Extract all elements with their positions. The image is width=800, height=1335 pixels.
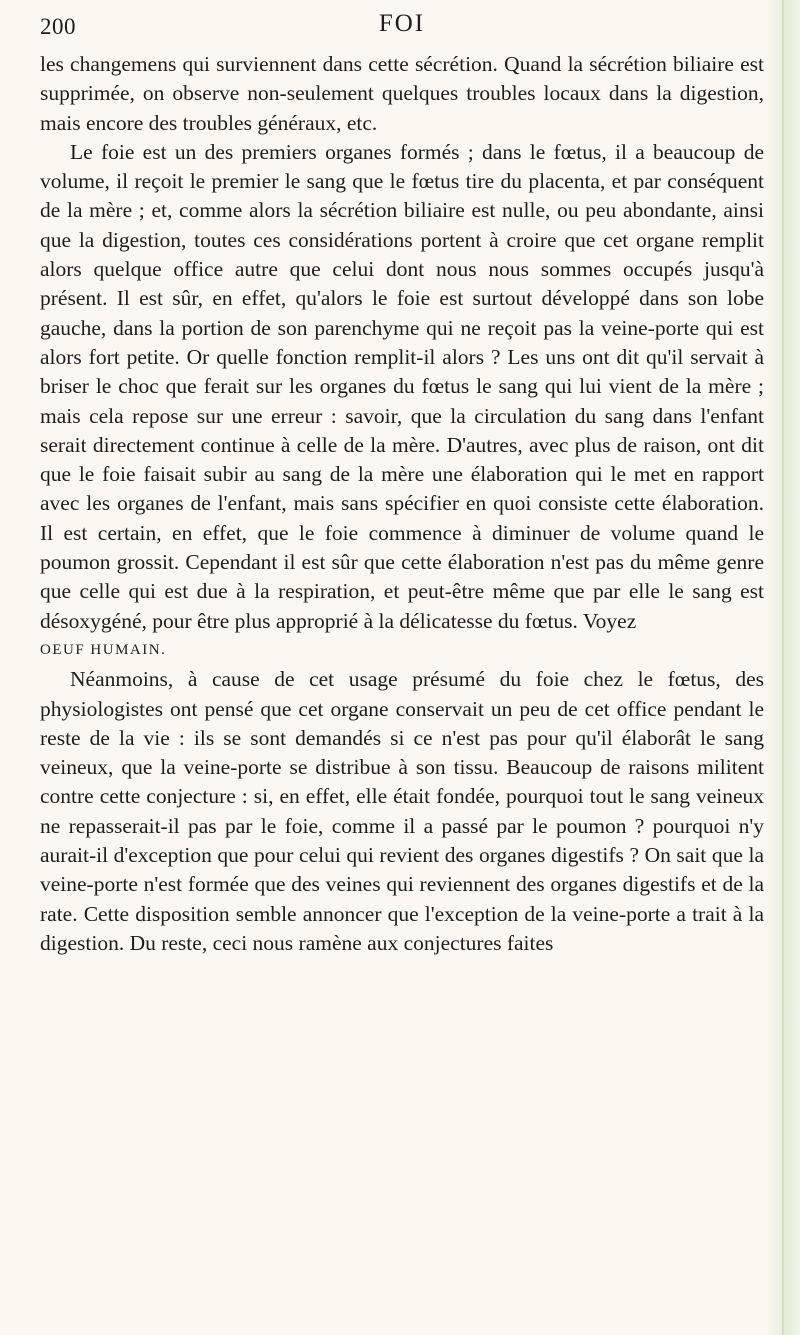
page-number: 200	[40, 14, 76, 39]
text-block	[40, 10, 764, 958]
cross-reference: OEUF HUMAIN.	[40, 641, 167, 658]
paragraph-1: les changemens qui surviennent dans cette sécrétion. Quand la sécrétion biliaire est supprimée, on observe non-seulement quelques troubles locaux dans la digestion, mais encore des troubles généraux, etc.	[40, 52, 764, 135]
paragraph-3: Néanmoins, à cause de cet usage présumé du foie chez le fœtus, des physiologistes ont pensé que cet organe conservait un peu de cet office pendant le reste de la vie : ils se sont demandés si ce n'est pas pour qu'il élaborât le sang veineux, que la veine-porte se distribue à son tissu. Beaucoup de raisons militent contre cette conjecture : si, en effet, elle était fondée, pourquoi tout le sang veineux ne repasserait-il pas par le foie, comme il a passé par le poumon ? pourquoi n'y aurait-il d'exception que pour celui qui revient des organes digestifs ? On sait que la veine-porte n'est formée que des veines qui reviennent des organes digestifs et de la rate. Cette disposition semble annoncer que l'exception de la veine-porte a trait à la digestion. Du reste, ceci nous ramène aux conjectures faites	[40, 667, 764, 955]
page-header	[40, 10, 764, 50]
body-text	[40, 50, 764, 958]
paragraph-2: Le foie est un des premiers organes formés ; dans le fœtus, il a beaucoup de volume, il reçoit le premier le sang que le fœtus tire du placenta, et par conséquent de la mère ; et, comme alors la sécrétion biliaire est nulle, ou peu abondante, ainsi que la digestion, toutes ces considérations portent à croire que cet organe remplit alors quelque office autre que celui dont nous nous sommes occupés jusqu'à présent. Il est sûr, en effet, qu'alors le foie est surtout développé dans son lobe gauche, dans la portion de son parenchyme qui ne reçoit pas la veine-porte qui est alors fort petite. Or quelle fonction remplit-il alors ? Les uns ont dit qu'il servait à briser le choc que ferait sur les organes du fœtus le sang qui lui vient de la mère ; mais cela repose sur une erreur : savoir, que la circulation du sang dans l'enfant serait directement continue à celle de la mère. D'autres, avec plus de raison, ont dit que le foie faisait subir au sang de la mère une élaboration qui le met en rapport avec les organes de l'enfant, mais sans spécifier en quoi consiste cette élaboration. Il est certain, en effet, que le foie commence à diminuer de volume quand le poumon grossit. Cependant il est sûr que cette élaboration n'est pas du même genre que celle qui est due à la respiration, et peut-être même que par elle le sang est désoxygéné, pour être plus approprié à la délicatesse du fœtus. Voyez	[40, 139, 764, 633]
page-edge-line	[782, 0, 784, 1335]
running-head: FOI	[378, 10, 426, 37]
